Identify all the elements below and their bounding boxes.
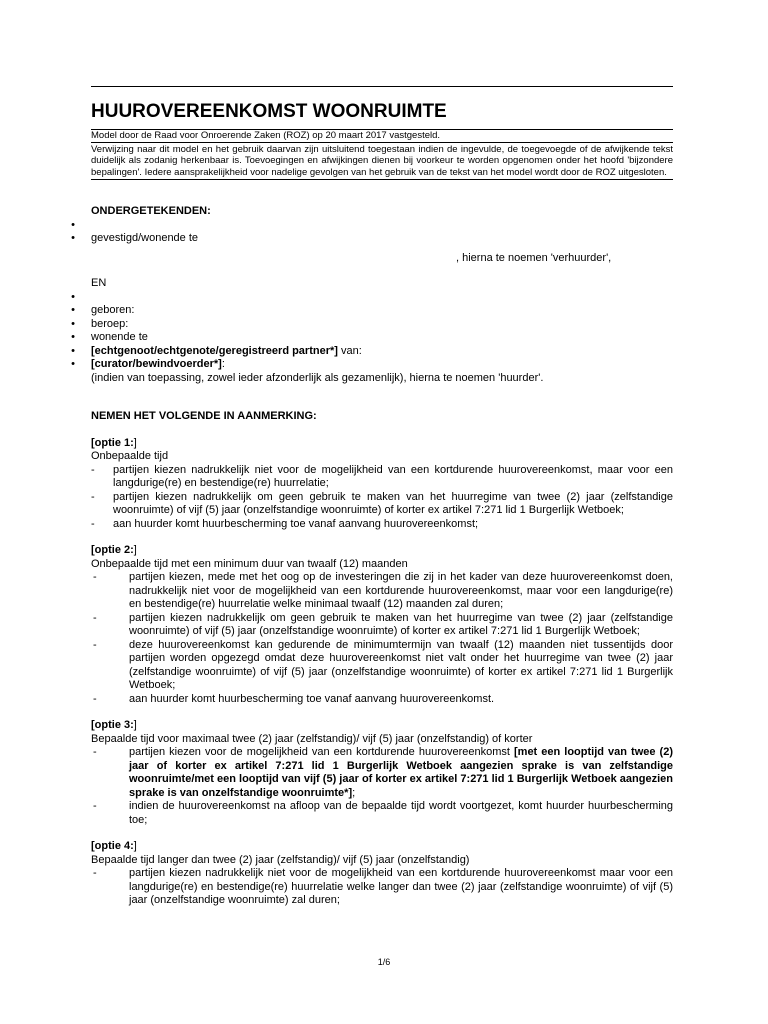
optie-1-label: [optie 1:]	[91, 436, 137, 449]
optie-2	[91, 544, 673, 706]
optie-2-list	[91, 571, 673, 706]
optie-3-subtitle: Bepaalde tijd voor maximaal twee (2) jaar (zelfstandig)/ vijf (5) jaar (onzelfstandig) of korter	[91, 732, 533, 745]
heading-ondergetekenden: ONDERGETEKENDEN:	[91, 205, 211, 217]
list-item	[71, 232, 673, 246]
model-notice	[91, 129, 673, 180]
page-number: 1/6	[377, 957, 391, 967]
list-item: - partijen kiezen nadrukkelijk niet voor de mogelijkheid van een kortdurende huurovereenkomst, maar voor een langdurige(re) en bestendige(re) huurrelatie;	[91, 463, 673, 489]
verhuurder-label: , hierna te noemen 'verhuurder',	[456, 251, 612, 264]
optie-4-list	[91, 867, 673, 908]
list-item: - deze huurovereenkomst kan gedurende de minimumtermijn van twaalf (12) maanden niet tussentijds door partijen worden opgezegd omdat deze huurovereenkomst niet valt onder het huurregime van twee (2) jaar (zelfstandige woonruimte) of vijf (5) jaar (onzelfstandige woonruimte) of korter ex artikel 7:271 lid 1 Burgerlijk Wetboek;	[93, 638, 673, 691]
model-end-rule	[91, 179, 673, 180]
bullet-icon: •	[71, 290, 75, 303]
optie-3-list	[91, 746, 673, 827]
top-rule	[91, 86, 673, 87]
en-label: EN	[91, 277, 107, 289]
list-item	[71, 331, 673, 345]
document-content	[71, 86, 673, 908]
list-item: - partijen kiezen voor de mogelijkheid van een kortdurende huurovereenkomst [met een looptijd van twee (2) jaar of korter ex artikel 7:271 lid 1 Burgerlijk Wetboek aangezien sprake is van zelfstandige woonruimte/met een looptijd van vijf (5) jaar of korter ex artikel 7:271 lid 1 Burgerlijk Wetboek aangezien sprake is van onzelfstandige woonruimte*];	[93, 746, 673, 799]
model-line: Model door de Raad voor Onroerende Zaken (ROZ) op 20 maart 2017 vastgesteld.	[91, 129, 673, 143]
optie-2-label: [optie 2:]	[91, 544, 137, 556]
gevestigd-label: gevestigd/wonende te	[91, 232, 199, 244]
optie-3	[91, 719, 673, 827]
bullet-icon: •	[71, 331, 75, 343]
document-title: HUUROVEREENKOMST WOONRUIMTE	[91, 101, 447, 122]
optie-2-subtitle: Onbepaalde tijd met een minimum duur van twaalf (12) maanden	[91, 557, 408, 570]
optie-4-label: [optie 4:]	[91, 840, 137, 852]
bullet-icon: •	[71, 304, 75, 316]
party2-list	[71, 290, 673, 372]
optie-4-subtitle: Bepaalde tijd langer dan twee (2) jaar (zelfstandig)/ vijf (5) jaar (onzelfstandig)	[91, 853, 470, 866]
optie-1-list	[91, 464, 673, 532]
list-item: - partijen kiezen nadrukkelijk niet voor de mogelijkheid van een kortdurende huurovereenkomst maar voor een langdurige(re) en bestendige(re) huurrelatie welke langer dan twee (2) jaar (zelfstandige woonruimte) of vijf (5) jaar (onzelfstandige woonruimte) zal duren;	[93, 867, 673, 906]
list-item: - indien de huurovereenkomst na afloop van de bepaalde tijd wordt voortgezet, komt huurder huurbescherming toe;	[93, 800, 673, 826]
bullet-icon: •	[71, 218, 75, 231]
curator-label: [curator/bewindvoerder*]	[91, 358, 222, 370]
optie-1-subtitle: Onbepaalde tijd	[91, 450, 169, 462]
model-text: Verwijzing naar dit model en het gebruik daarvan zijn uitsluitend toegestaan indien de ingevulde, de toegevoegde of de afwijkende tekst duidelijk als zodanig herkenbaar is. Toevoegingen en afwijkingen dienen bij voorkeur te worden opgenomen onder het hoofd 'bijzondere bepalingen'. Iedere aansprakelijkheid voor nadelige gevolgen van het gebruik van de tekst van het model wordt door de ROZ uitgesloten.	[91, 143, 673, 178]
geboren-label: geboren:	[91, 304, 135, 316]
list-item: - partijen kiezen, mede met het oog op de investeringen die zij in het kader van deze huurovereenkomst doen, nadrukkelijk niet voor de mogelijkheid van een kortdurende huurovereenkomst, maar voor een langdurige(re) en bestendige(re) huurrelatie welke minimaal twaalf (12) maanden zal duren;	[93, 571, 673, 610]
partner-label: [echtgenoot/echtgenote/geregistreerd partner*]	[91, 344, 338, 357]
list-item: - partijen kiezen nadrukkelijk om geen gebruik te maken van het huurregime van twee (2) jaar (zelfstandige woonruimte) of vijf (5) jaar (onzelfstandige woonruimte) of korter ex artikel 7:271 lid 1 Burgerlijk Wetboek;	[93, 611, 673, 637]
heading-nemen: NEMEN HET VOLGENDE IN AANMERKING:	[91, 410, 317, 422]
bullet-icon: •	[71, 317, 75, 330]
party1-list	[71, 218, 673, 246]
wonende-label: wonende te	[91, 331, 148, 343]
list-item	[71, 218, 673, 233]
list-item: - partijen kiezen nadrukkelijk om geen gebruik te maken van het huurregime van twee (2) jaar (zelfstandige woonruimte) of vijf (5) jaar (onzelfstandige woonruimte) of korter ex artikel 7:271 lid 1 Burgerlijk Wetboek;	[91, 490, 673, 516]
bullet-icon: •	[71, 344, 75, 357]
optie-4	[91, 840, 673, 908]
list-item: • [curator/bewindvoerder*]:	[91, 358, 673, 372]
list-item	[71, 290, 673, 305]
list-item: - aan huurder komt huurbescherming toe vanaf aanvang huurovereenkomst;	[91, 517, 479, 530]
huurder-note: (indien van toepassing, zowel ieder afzonderlijk als gezamenlijk), hierna te noemen 'huurder'.	[91, 371, 544, 384]
optie-1	[91, 437, 673, 532]
optie-3-label: [optie 3:]	[91, 719, 137, 731]
list-item: - aan huurder komt huurbescherming toe vanaf aanvang huurovereenkomst.	[93, 692, 495, 705]
bullet-icon: •	[71, 358, 75, 370]
beroep-label: beroep:	[91, 317, 129, 330]
list-item	[71, 304, 673, 318]
list-item: • [echtgenoot/echtgenote/geregistreerd partner*] van:	[91, 345, 673, 359]
list-item	[71, 317, 673, 332]
bullet-icon: •	[71, 232, 75, 244]
